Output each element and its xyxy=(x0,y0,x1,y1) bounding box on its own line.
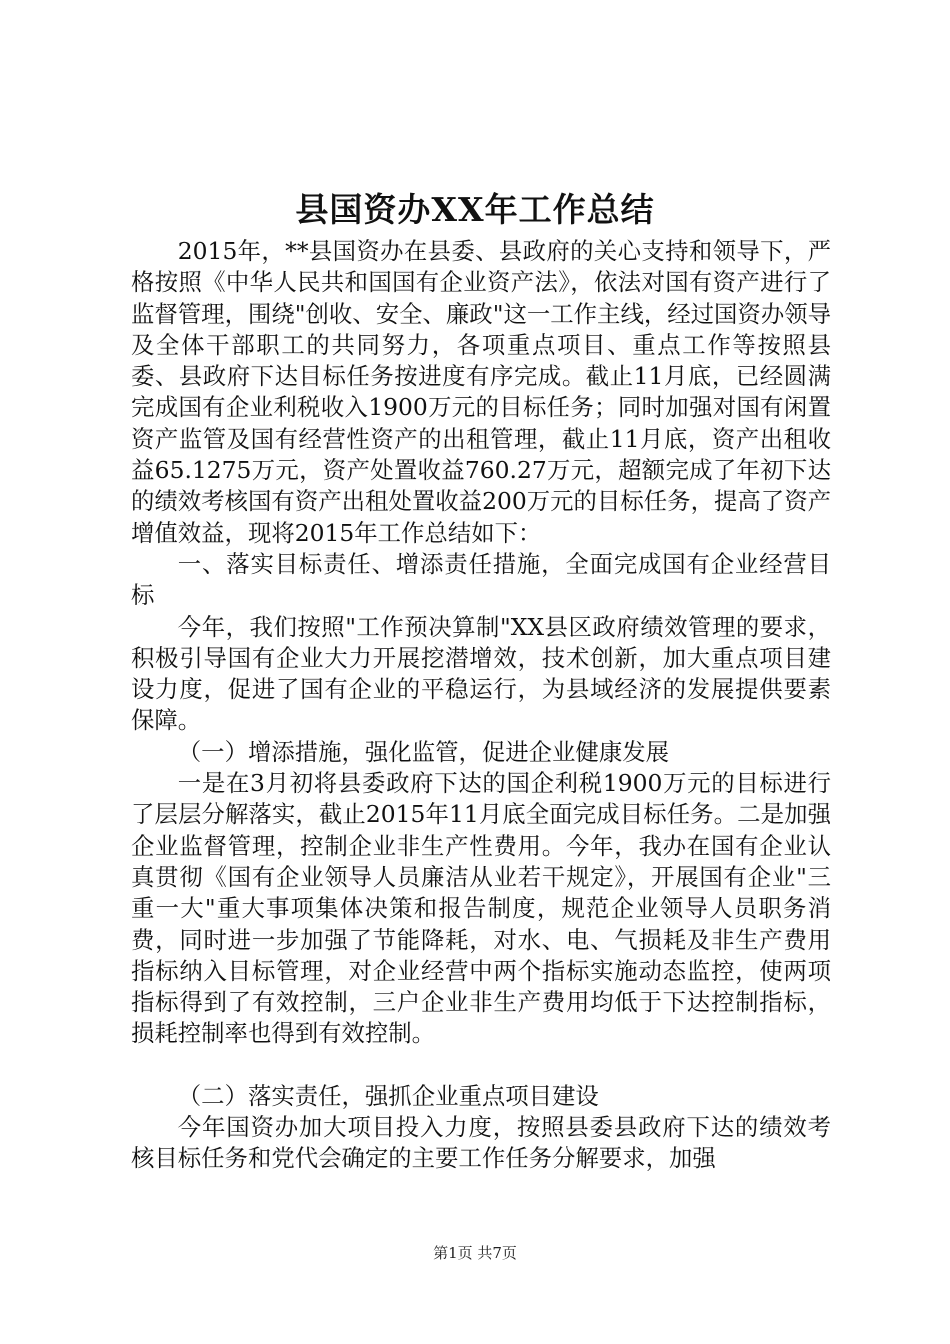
document-title: 县国资办XX年工作总结 xyxy=(295,190,655,229)
section-heading-1: 一、落实目标责任、增添责任措施，全面完成国有企业经营目标 xyxy=(131,549,831,610)
subsection-heading-1: （一）增添措施，强化监管，促进企业健康发展 xyxy=(177,737,669,766)
document-body xyxy=(131,236,831,1175)
paragraph-intro: 2015年，**县国资办在县委、县政府的关心支持和领导下，严格按照《中华人民共和国国有企业资产法》，依法对国有资产进行了监督管理，围绕"创收、安全、廉政"这一工作主线，经过国资办领导及全体干部职工的共同努力，各项重点项目、重点工作等按照县委、县政府下达目标任务按进度有序完成。截止11月底，已经圆满完成国有企业利税收入1900万元的目标任务；同时加强对国有闲置资产监管及国有经营性资产的出租管理，截止11月底，资产出租收益65.1275万元，资产处置收益760.27万元，超额完成了年初下达的绩效考核国有资产出租处置收益200万元的目标任务，提高了资产增值效益，现将2015年工作总结如下： xyxy=(131,237,831,547)
paragraph-section-1: 今年，我们按照"工作预决算制"XX县区政府绩效管理的要求，积极引导国有企业大力开展挖潜增效，技术创新，加大重点项目建设力度，促进了国有企业的平稳运行，为县域经济的发展提供要素保障。 xyxy=(131,612,831,735)
paragraph-subsection-1: 一是在3月初将县委政府下达的国企利税1900万元的目标进行了层层分解落实，截止2015年11月底全面完成目标任务。二是加强企业监督管理，控制企业非生产性费用。今年，我办在国有企业认真贯彻《国有企业领导人员廉洁从业若干规定》，开展国有企业"三重一大"重大事项集体决策和报告制度，规范企业领导人员职务消费，同时进一步加强了节能降耗，对水、电、气损耗及非生产费用指标纳入目标管理，对企业经营中两个指标实施动态监控，使两项指标得到了有效控制，三户企业非生产费用均低于下达控制指标，损耗控制率也得到有效控制。 xyxy=(131,769,831,1048)
subsection-heading-2: （二）落实责任，强抓企业重点项目建设 xyxy=(177,1081,599,1110)
paragraph-subsection-2: 今年国资办加大项目投入力度，按照县委县政府下达的绩效考核目标任务和党代会确定的主要工作任务分解要求，加强 xyxy=(131,1113,831,1173)
page-footer: 第1页 共7页 xyxy=(433,1244,517,1262)
